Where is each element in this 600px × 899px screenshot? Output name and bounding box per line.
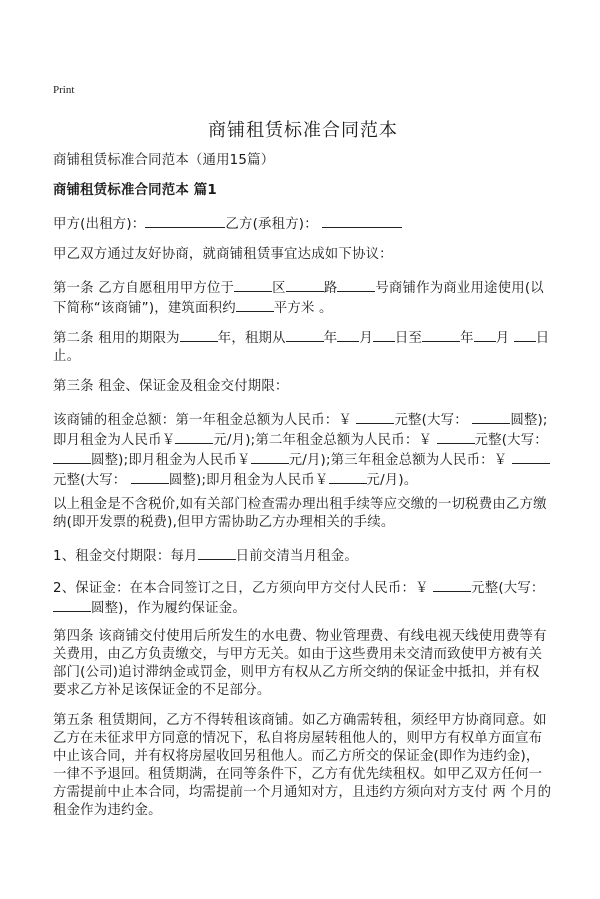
article-2-text: 日止。 [53,331,550,364]
rent-text: 该商铺的租金总额：第一年租金总额为人民币：￥ [53,413,352,428]
end-year-blank[interactable] [422,328,460,342]
term-years-blank[interactable] [180,328,218,342]
rent-text: 元/月)。 [366,473,418,488]
deposit-words-blank[interactable] [53,598,91,612]
article-2-text: 年 [460,331,474,346]
article-3-heading: 第三条 租金、保证金及租金交付期限： [53,379,289,394]
rent-text: 圆整);即月租金为人民币￥ [53,413,548,448]
article-5: 第五条 租赁期间，乙方不得转租该商铺。如乙方确需转租，须经甲方协商同意。如乙方在未征求甲方同意的情况下，私自将房屋转租他人的，则甲方有权单方面宣布中止该合同，并有权将房屋收回另租他人。而乙方所交的保证金(即作为违约金)，一律不予退回。租赁期满，在同等条件下，乙方有优先续租权。如甲乙双方任何一方需提前中止本合同，均需提前一个月通知对方，且违约方须向对方支付 两 个月的租金作为违约金。 [53,713,552,818]
start-month-blank[interactable] [337,328,359,342]
rent-text: 元整(大写： [53,473,127,488]
deposit-text: 元整(大写： [471,581,545,596]
party-b-label: 乙方(承租方)： [225,217,318,232]
end-month-blank[interactable] [474,328,496,342]
rent-text: 元整(大写： [474,433,548,448]
article-1-text: 路 [323,281,338,296]
payment-day-blank[interactable] [198,546,236,560]
party-a-label: 甲方(出租方)： [53,217,146,232]
payment-deadline [53,546,553,566]
year2-total-blank[interactable] [437,430,475,444]
article-2-text: 年 [323,331,338,346]
deposit-text: 2、保证金：在本合同签订之日，乙方须向甲方交付人民币：￥ [53,581,429,596]
rent-text: 元/月);第二年租金总额为人民币：￥ [213,433,433,448]
parties-line [53,214,553,234]
article-2-text: 年，租期从 [217,331,286,346]
deposit-text: 圆整)，作为履约保证金。 [91,601,246,616]
article-1 [53,278,553,318]
payment-text: 日前交清当月租金。 [235,549,358,564]
rent-text: 圆整);即月租金为人民币￥ [91,453,251,468]
year3-monthly-blank[interactable] [329,470,367,484]
article-2-text: 月 [495,331,510,346]
intro-paragraph: 甲乙双方通过友好协商，就商铺租赁事宜达成如下协议： [53,247,393,262]
deposit-amount-blank[interactable] [433,578,471,592]
print-label: Print [53,84,75,96]
section-title: 商铺租赁标准合同范本 篇1 [53,183,217,198]
article-2-text: 第二条 租用的期限为 [53,331,180,346]
article-4: 第四条 该商铺交付使用后所发生的水电费、物业管理费、有线电视天线使用费等有关费用，由乙方负责缴交，与甲方无关。如由于这些费用未交清而致使甲方被有关部门(公司)追讨滞纳金或罚金，则甲方有权从乙方所交纳的保证金中抵扣，并有权要求乙方补足该保证金的不足部分。 [53,629,547,698]
rent-total-paragraph [53,410,553,490]
start-day-blank[interactable] [373,328,395,342]
article-1-text: 第一条 乙方自愿租用甲方位于 [53,281,235,296]
document-title: 商铺租赁标准合同范本 [208,120,398,141]
year3-total-blank[interactable] [512,450,550,464]
year1-total-words-blank[interactable] [472,410,510,424]
rent-text: 元整(大写： [394,413,468,428]
rent-text: 圆整);即月租金为人民币￥ [168,473,329,488]
rent-text: 元/月);第三年租金总额为人民币：￥ [288,453,508,468]
year1-total-blank[interactable] [356,410,394,424]
year3-total-words-blank[interactable] [131,470,169,484]
article-2 [53,328,553,366]
start-year-blank[interactable] [286,328,324,342]
document-subtitle: 商铺租赁标准合同范本（通用15篇） [53,153,275,168]
article-1-text: 区 [272,281,286,296]
year1-monthly-blank[interactable] [175,430,213,444]
party-a-blank[interactable] [145,214,225,228]
article-2-text: 月 [359,331,373,346]
area-blank[interactable] [236,298,274,312]
year2-total-words-blank[interactable] [53,450,91,464]
road-blank[interactable] [286,278,324,292]
tax-clause: 以上租金是不含税价,如有关部门检查需办理出租手续等应交缴的一切税费由乙方缴纳(即开发票的税费),但甲方需协助乙方办理相关的手续。 [53,497,547,530]
number-blank[interactable] [337,278,375,292]
year2-monthly-blank[interactable] [251,450,289,464]
deposit-clause [53,578,553,618]
district-blank[interactable] [234,278,272,292]
article-1-text: 平方米 。 [273,301,333,316]
end-day-blank[interactable] [514,328,536,342]
payment-text: 1、租金交付期限：每月 [53,549,198,564]
party-b-blank[interactable] [322,214,402,228]
article-1-text: 号商铺作为商业用途使用(以下简称“该商铺”)，建筑面积约 [53,281,544,316]
article-2-text: 日至 [394,331,423,346]
